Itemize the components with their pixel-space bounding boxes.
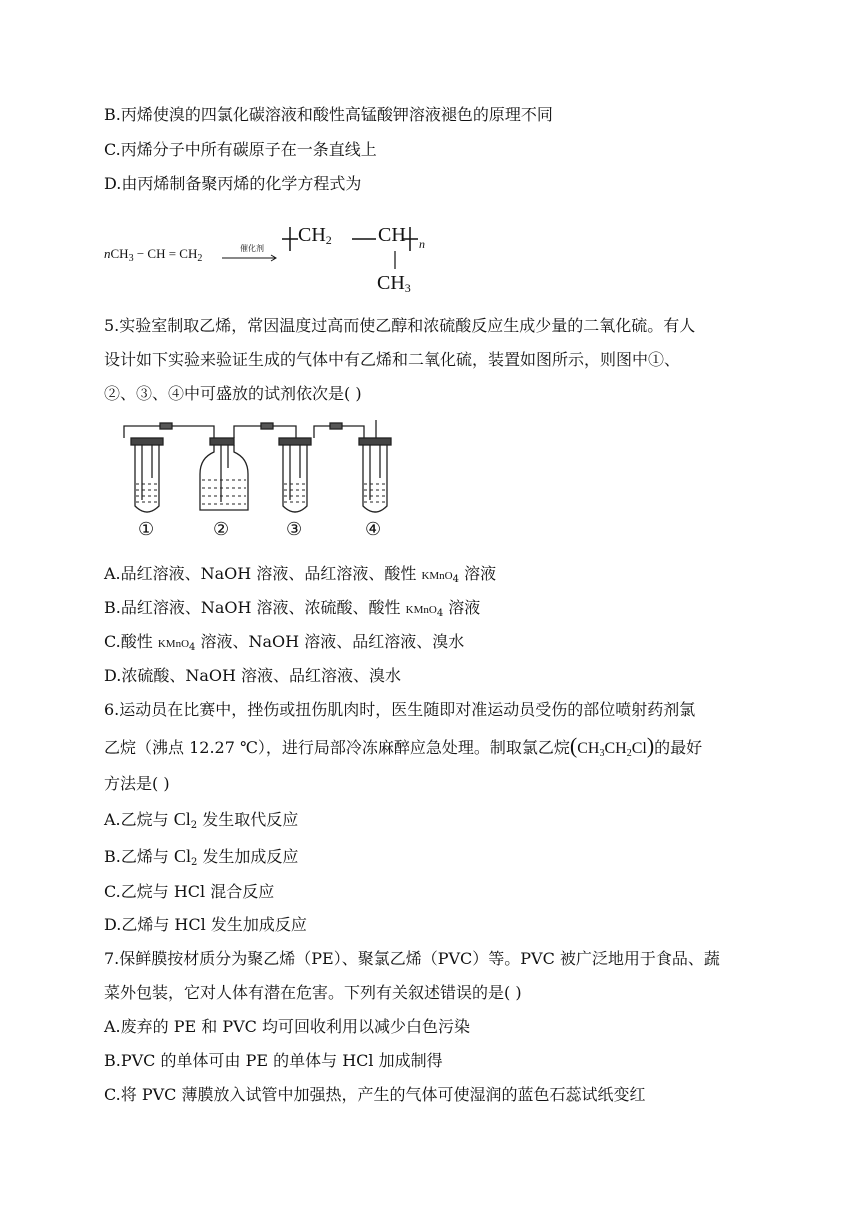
q7-stem-line1: 7.保鲜膜按材质分为聚乙烯（PE）、聚氯乙烯（PVC）等。PVC 被广泛地用于食品、蔬 bbox=[104, 949, 720, 968]
equation-reactant: nCH$_3$ − CH = $CH_2$ bbox=[104, 246, 203, 264]
q4-option-d: D.由丙烯制备聚丙烯的化学方程式为 bbox=[104, 174, 362, 193]
chloroethane-formula: $CH_3CH_2Cl$ bbox=[577, 740, 647, 759]
apparatus-label-3: ③ bbox=[286, 519, 303, 540]
q7-option-b: B.PVC 的单体可由 PE 的单体与 HCl 加成制得 bbox=[104, 1051, 443, 1070]
q4-option-b: B.丙烯使溴的四氯化碳溶液和酸性高锰酸钾溶液褪色的原理不同 bbox=[104, 105, 553, 124]
apparatus-drawing bbox=[118, 418, 398, 542]
apparatus-label-4: ④ bbox=[365, 519, 382, 540]
q5-option-d: D.浓硫酸、NaOH 溶液、品红溶液、溴水 bbox=[104, 666, 402, 685]
q5-stem-line3: ②、③、④中可盛放的试剂依次是( ) bbox=[104, 384, 362, 403]
q5-option-a: A.品红溶液、NaOH 溶液、品红溶液、酸性 KMnO$_4$ 溶液 bbox=[104, 564, 497, 585]
q5-stem-line2: 设计如下实验来验证生成的气体中有乙烯和二氧化硫，装置如图所示，则图中①、 bbox=[104, 350, 681, 369]
q6-stem-line2: 乙烷（沸点 12.27 ℃），进行局部冷冻麻醉应急处理。制取氯乙烷$(CH_3CH_2Cl)$的最好 bbox=[104, 733, 703, 759]
q7-option-c: C.将 PVC 薄膜放入试管中加强热，产生的气体可使湿润的蓝色石蕊试纸变红 bbox=[104, 1085, 646, 1104]
q6-option-c: C.乙烷与 HCl 混合反应 bbox=[104, 882, 275, 901]
q6-option-a: A.乙烷与 $Cl_2$ 发生取代反应 bbox=[104, 809, 299, 831]
apparatus-label-2: ② bbox=[213, 519, 230, 540]
reaction-arrow-icon bbox=[222, 254, 278, 262]
q5-option-c: C.酸性 KMnO$_4$ 溶液、NaOH 溶液、品红溶液、溴水 bbox=[104, 632, 465, 653]
q6-stem-line3: 方法是( ) bbox=[104, 774, 170, 793]
q6-option-b: B.乙烯与 $Cl_2$ 发生加成反应 bbox=[104, 846, 299, 868]
catalyst-label: 催化剂 bbox=[240, 244, 264, 253]
apparatus-diagram bbox=[118, 418, 398, 542]
coefficient-n: n bbox=[104, 246, 111, 261]
q5-option-b: B.品红溶液、NaOH 溶液、浓硫酸、酸性 KMnO$_4$ 溶液 bbox=[104, 598, 481, 619]
q7-stem-line2: 菜外包装，它对人体有潜在危害。下列有关叙述错误的是( ) bbox=[104, 983, 522, 1002]
q4-option-c: C.丙烯分子中所有碳原子在一条直线上 bbox=[104, 140, 377, 159]
q6-option-d: D.乙烯与 HCl 发生加成反应 bbox=[104, 915, 307, 934]
q5-stem-line1: 5.实验室制取乙烯，常因温度过高而使乙醇和浓硫酸反应生成少量的二氧化硫。有人 bbox=[104, 316, 696, 335]
q6-stem-line1: 6.运动员在比赛中，挫伤或扭伤肌肉时，医生随即对准运动员受伤的部位喷射药剂氯 bbox=[104, 700, 696, 719]
polypropylene-structure bbox=[282, 217, 482, 303]
ch-group: CH bbox=[378, 224, 406, 246]
q7-option-a: A.废弃的 PE 和 PVC 均可回收利用以减少白色污染 bbox=[104, 1017, 470, 1036]
ch2-group: $CH_2$ bbox=[298, 224, 332, 247]
ch3-group: $CH_3$ bbox=[377, 272, 411, 295]
apparatus-label-1: ① bbox=[138, 519, 155, 540]
repeat-n: n bbox=[419, 237, 425, 251]
